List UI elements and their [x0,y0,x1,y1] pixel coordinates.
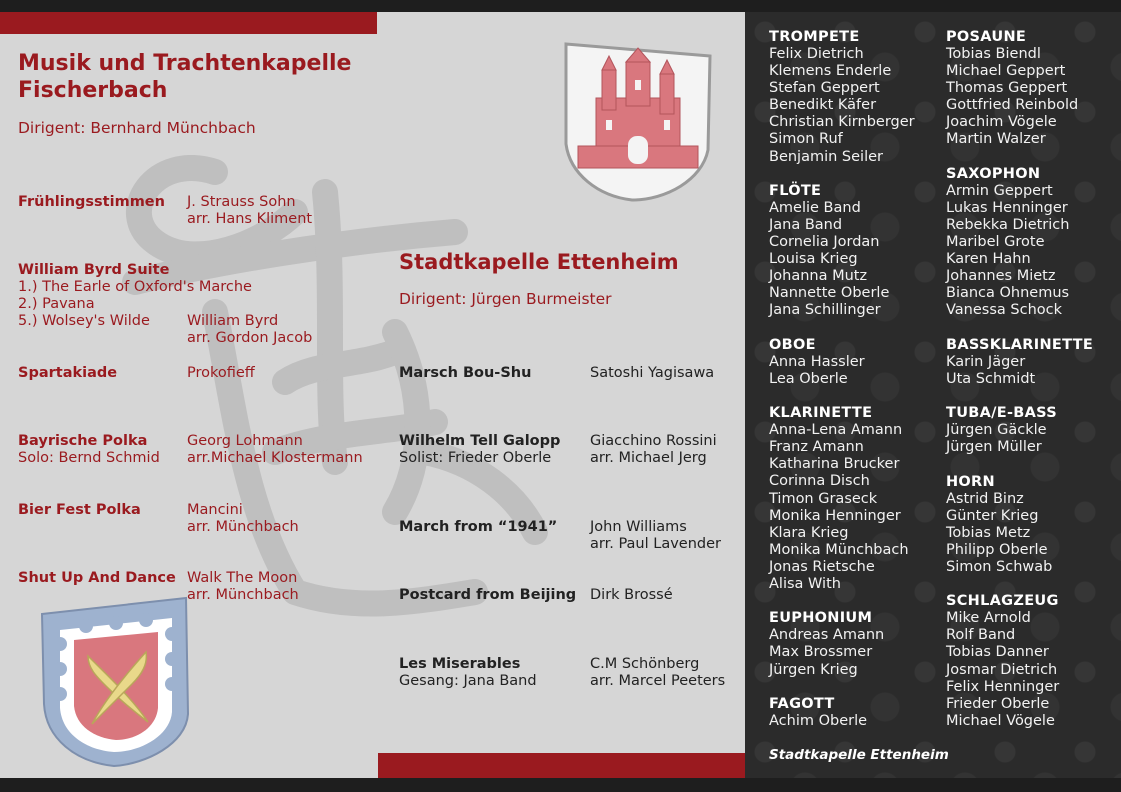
member-name: Thomas Geppert [946,80,1068,97]
member-name: Christian Kirnberger [769,114,915,131]
member-name: Günter Krieg [946,507,1039,524]
member-name: Jana Schillinger [769,302,881,319]
et-piece-3-arranger: arr. Paul Lavender [590,536,721,552]
member-name: Andreas Amann [769,627,885,644]
member-name: Uta Schmidt [946,370,1036,387]
fb-piece-1-title: Frühlingsstimmen [18,194,165,210]
member-name: Gottfried Reinbold [946,97,1079,114]
member-name: Amelie Band [769,199,861,216]
member-name: Benjamin Seiler [769,148,883,165]
top-red-bar [0,12,377,34]
roster-section [946,474,1121,576]
section-title: HORN [946,473,995,490]
member-name: Timon Graseck [769,490,878,507]
section-title: FLÖTE [769,182,822,199]
member-name: Klara Krieg [769,524,849,541]
et-piece-5-composer: C.M Schönberg [590,656,700,672]
member-name: Astrid Binz [946,490,1024,507]
member-name: Achim Oberle [769,712,868,729]
member-name: Anna-Lena Amann [769,422,903,439]
program-page [0,12,1121,778]
member-name: Franz Amann [769,439,864,456]
member-name: Monika Henninger [769,507,901,524]
member-name: Jana Band [769,216,843,233]
member-name: Tobias Metz [946,524,1031,541]
member-name: Cornelia Jordan [769,234,880,251]
fb-piece-3-composer: Prokofieff [187,365,255,381]
fischerbach-conductor: Dirigent: Bernhard Münchbach [18,119,256,137]
et-piece-2-arranger: arr. Michael Jerg [590,450,707,466]
member-name: Philipp Oberle [946,541,1048,558]
member-name: Benedikt Käfer [769,97,877,114]
member-name: Felix Dietrich [769,46,864,62]
et-piece-2-title: Wilhelm Tell Galopp [399,433,561,449]
member-name: Jonas Rietsche [769,558,875,575]
member-name: Katharina Brucker [769,456,900,473]
et-piece-1-title: Marsch Bou-Shu [399,365,532,381]
fb-piece-2-movement-1: 1.) The Earle of Oxford's Marche [18,279,252,295]
member-name: Nannette Oberle [769,285,890,302]
fb-piece-2-arranger: arr. Gordon Jacob [187,330,313,346]
fb-piece-1-arranger: arr. Hans Kliment [187,211,313,227]
et-piece-4-title: Postcard from Beijing [399,587,577,603]
et-piece-2-composer: Giacchino Rossini [590,433,717,449]
fb-piece-4-title: Bayrische Polka [18,433,148,449]
member-name: Anna Hassler [769,353,865,370]
et-piece-1-composer: Satoshi Yagisawa [590,365,715,381]
member-name: Johannes Mietz [946,268,1056,285]
member-name: Jürgen Gäckle [946,422,1047,439]
et-piece-5-arranger: arr. Marcel Peeters [590,673,726,689]
member-name: Josmar Dietrich [946,661,1058,678]
member-name: Rebekka Dietrich [946,216,1070,233]
fb-piece-2-movement-2: 2.) Pavana [18,296,95,312]
fish-crest-icon [36,594,196,768]
roster-section [946,29,1121,149]
member-name: Jürgen Krieg [769,661,858,678]
member-name: Klemens Enderle [769,63,892,80]
fb-piece-4-soloist: Solo: Bernd Schmid [18,450,160,466]
roster-section [769,696,944,730]
et-piece-3-title: March from “1941” [399,519,558,535]
section-title: EUPHONIUM [769,610,873,627]
member-name: Jürgen Müller [946,439,1042,456]
fb-piece-3-title: Spartakiade [18,365,118,381]
member-name: Lea Oberle [769,370,848,387]
fb-piece-4-arranger: arr.Michael Klostermann [187,450,363,466]
ettenheim-title: Stadtkapelle Ettenheim [399,250,679,274]
member-name: Bianca Ohnemus [946,285,1070,302]
roster-panel [745,12,1121,778]
member-name: Felix Henninger [946,678,1060,695]
fb-piece-6-arranger: arr. Münchbach [187,587,299,603]
member-name: Michael Geppert [946,63,1066,80]
section-title: BASSKLARINETTE [946,336,1094,353]
member-name: Louisa Krieg [769,251,858,268]
fb-piece-1-composer: J. Strauss Sohn [187,194,296,210]
et-piece-2-soloist: Solist: Frieder Oberle [399,450,552,466]
roster-section [946,166,1121,320]
member-name: Monika Münchbach [769,541,909,558]
member-name: Vanessa Schock [946,302,1062,319]
program-panel [0,12,745,778]
member-name: Max Brossmer [769,644,873,661]
member-name: Martin Walzer [946,131,1046,148]
et-piece-5-title: Les Miserables [399,656,521,672]
et-piece-5-singer: Gesang: Jana Band [399,673,537,689]
roster-section [946,405,1121,456]
ettenheim-conductor: Dirigent: Jürgen Burmeister [399,290,612,308]
section-title: OBOE [769,336,816,353]
section-title: POSAUNE [946,29,1027,45]
section-title: KLARINETTE [769,405,873,422]
bottom-red-bar [378,753,745,778]
roster-section [769,405,944,593]
member-name: Karen Hahn [946,251,1031,268]
et-piece-4-composer: Dirk Brossé [590,587,673,603]
et-piece-3-composer: John Williams [590,519,687,535]
member-name: Johanna Mutz [769,268,868,285]
fb-piece-6-composer: Walk The Moon [187,570,298,586]
roster-section [769,337,944,388]
fb-piece-5-composer: Mancini [187,502,243,518]
roster-section [946,337,1121,388]
member-name: Maribel Grote [946,234,1045,251]
member-name: Rolf Band [946,627,1016,644]
roster-section [769,610,944,678]
member-name: Simon Ruf [769,131,843,148]
section-title: FAGOTT [769,695,835,712]
member-name: Armin Geppert [946,182,1053,199]
roster-section [946,593,1121,730]
roster-footer: Stadtkapelle Ettenheim [769,747,949,763]
member-name: Lukas Henninger [946,199,1068,216]
fb-piece-5-arranger: arr. Münchbach [187,519,299,535]
member-name: Tobias Danner [946,644,1049,661]
member-name: Frieder Oberle [946,695,1050,712]
member-name: Tobias Biendl [946,46,1041,62]
section-title: TROMPETE [769,29,860,45]
castle-crest-icon [562,40,714,204]
fischerbach-title: Musik und Trachtenkapelle [18,51,352,76]
member-name: Stefan Geppert [769,80,880,97]
fb-piece-6-title: Shut Up And Dance [18,570,176,586]
section-title: SAXOPHON [946,165,1041,182]
member-name: Karin Jäger [946,353,1026,370]
roster-section [769,183,944,320]
member-name: Joachim Vögele [946,114,1057,131]
fb-piece-5-title: Bier Fest Polka [18,502,141,518]
member-name: Michael Vögele [946,712,1055,729]
member-name: Mike Arnold [946,610,1031,627]
fischerbach-title-line2: Fischerbach [18,78,168,103]
fb-piece-4-composer: Georg Lohmann [187,433,303,449]
calligraphy-watermark-icon [95,132,615,632]
fb-piece-2-movement-3: 5.) Wolsey's Wilde [18,313,150,329]
fb-piece-2-composer: William Byrd [187,313,279,329]
fb-piece-2-title: William Byrd Suite [18,262,170,278]
member-name: Simon Schwab [946,558,1053,575]
section-title: TUBA/E-BASS [946,405,1057,422]
section-title: SCHLAGZEUG [946,593,1059,610]
member-name: Alisa With [769,576,841,593]
member-name: Corinna Disch [769,473,870,490]
roster-section [769,29,944,166]
